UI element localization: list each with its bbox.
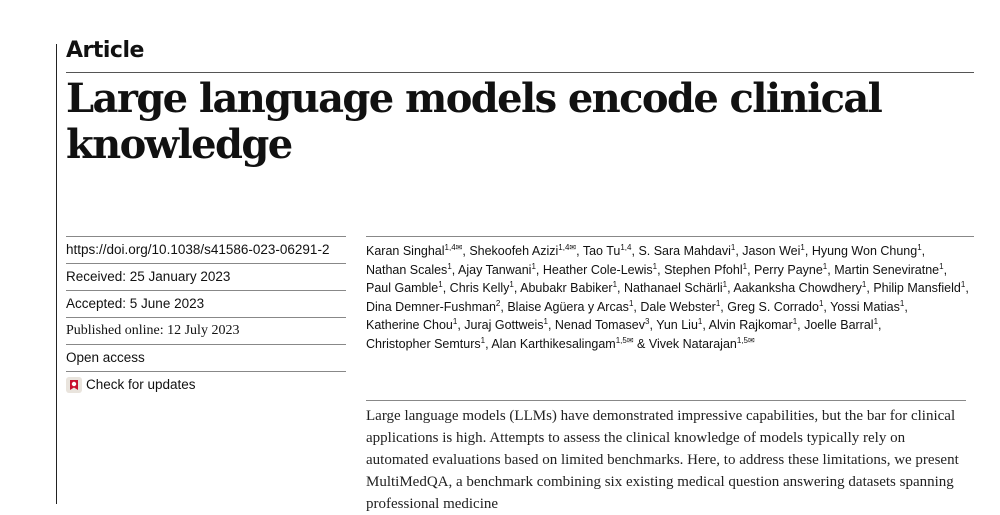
author-name-text: Yossi Matias bbox=[830, 299, 900, 314]
author-affiliation: 1,4✉ bbox=[558, 243, 577, 252]
author-affiliation: 1 bbox=[730, 243, 736, 252]
author-name-text: Hyung Won Chung bbox=[811, 244, 918, 258]
author-name[interactable] bbox=[507, 300, 633, 314]
author-name-text: Blaise Agüera y Arcas bbox=[507, 299, 629, 314]
author-name[interactable] bbox=[520, 281, 617, 295]
author-name[interactable] bbox=[727, 300, 823, 314]
author-name[interactable] bbox=[450, 281, 514, 295]
author-name[interactable] bbox=[469, 244, 576, 258]
author-affiliation: 1,5✉ bbox=[736, 335, 755, 345]
author-affiliation: 1 bbox=[742, 261, 748, 271]
author-name-text: S. Sara Mahdavi bbox=[638, 244, 731, 258]
author-name-text: Nenad Tomasev bbox=[554, 318, 645, 332]
author-name-text: Philip Mansfield bbox=[873, 281, 961, 295]
author-name[interactable] bbox=[366, 281, 443, 295]
author-name-text: Ajay Tanwani bbox=[458, 262, 532, 277]
article-meta bbox=[66, 236, 346, 398]
published-date: Published online: 12 July 2023 bbox=[66, 317, 346, 344]
author-name[interactable] bbox=[830, 300, 904, 314]
author-name-text: Karan Singhal bbox=[366, 244, 445, 258]
author-affiliation: 1,4 bbox=[620, 243, 632, 252]
header-rule bbox=[66, 72, 974, 73]
author-name-text: Aakanksha Chowdhery bbox=[733, 281, 862, 295]
section-label: Article bbox=[66, 38, 144, 63]
author-name-text: Dale Webster bbox=[640, 299, 716, 314]
author-affiliation: 2 bbox=[495, 298, 501, 308]
author-name[interactable] bbox=[366, 318, 457, 332]
author-affiliation: 1 bbox=[939, 261, 944, 271]
author-name[interactable] bbox=[624, 281, 727, 295]
abstract: Large language models (LLMs) have demonstrated impressive capabilities, but the bar for clinical applications is high. Attempts to assess the clinical knowledge of models typically rely on automated evaluations based on limited benchmarks. Here, to address these limitations, we present MultiMedQA, a benchmark combining six existing medical question answering datasets spanning professional medicine bbox=[366, 400, 966, 515]
check-for-updates-icon bbox=[66, 377, 82, 393]
author-name-text: Shekoofeh Azizi bbox=[469, 244, 559, 258]
author-name[interactable] bbox=[583, 244, 632, 258]
author-affiliation: 1 bbox=[652, 261, 658, 271]
author-affiliation: 1 bbox=[800, 243, 805, 252]
author-name[interactable] bbox=[555, 318, 650, 332]
author-name[interactable] bbox=[638, 244, 735, 258]
author-affiliation: 1 bbox=[873, 317, 879, 326]
author-affiliation: 1 bbox=[447, 261, 452, 271]
author-name[interactable] bbox=[873, 281, 965, 295]
author-affiliation: 1 bbox=[715, 298, 721, 308]
author-name[interactable] bbox=[733, 281, 866, 295]
author-name-text: Martin Seneviratne bbox=[834, 262, 940, 277]
author-name-text: Yun Liu bbox=[656, 318, 698, 332]
author-affiliation: 1 bbox=[899, 298, 905, 308]
author-affiliation: 1 bbox=[531, 261, 536, 271]
author-name-text: Dina Demner-Fushman bbox=[366, 299, 496, 314]
author-affiliation: 1 bbox=[509, 280, 514, 289]
author-affiliation: 1 bbox=[917, 243, 922, 252]
received-date: Received: 25 January 2023 bbox=[66, 263, 346, 290]
author-name[interactable] bbox=[366, 244, 462, 258]
author-affiliation: 1 bbox=[697, 317, 703, 326]
article-title: Large language models encode clinical knowledge bbox=[66, 75, 882, 168]
author-affiliation: 1 bbox=[792, 317, 798, 326]
author-affiliation: 1 bbox=[861, 280, 867, 289]
author-affiliation: 1 bbox=[480, 335, 486, 345]
check-for-updates-label: Check for updates bbox=[86, 377, 196, 392]
author-affiliation: 1 bbox=[612, 280, 618, 289]
author-name[interactable] bbox=[366, 300, 500, 314]
author-name[interactable] bbox=[834, 263, 943, 277]
author-name-text: Vivek Natarajan bbox=[648, 336, 737, 351]
check-for-updates-button[interactable] bbox=[66, 371, 346, 398]
author-name-text: Christopher Semturs bbox=[366, 336, 481, 351]
author-list: Karan Singhal$^{1,4✉}$, Shekoofeh Azizi$^{1,4✉}$, Tao Tu$^{1,4}$, S. Sara Mahdavi$^1$, Jason Wei$^1$, Hyung Won Chung$^1$, Nathan Scales$^1$, Ajay Tanwani$^1$, Heather Cole-Lewis$^1$, Stephen Pfohl$^1$, Perry Payne$^1$, Martin Seneviratne$^1$, Paul Gamble$^1$, Chris Kelly$^1$, Abubakr Babiker$^1$, Nathanael Schärli$^1$, Aakanksha Chowdhery$^1$, Philip Mansfield$^1$, Dina Demner-Fushman$^2$, Blaise Agüera y Arcas$^1$, Dale Webster$^1$, Greg S. Corrado$^1$, Yossi Matias$^1$, Katherine Chou$^1$, Juraj Gottweis$^1$, Nenad Tomasev$^3$, Yun Liu$^1$, Alvin Rajkomar$^1$, Joelle Barral$^1$, Christopher Semturs$^1$, Alan Karthikesalingam$^{1,5✉}$ & Vivek Natarajan$^{1,5✉}$ bbox=[366, 236, 974, 353]
author-name[interactable] bbox=[640, 300, 720, 314]
author-name-text: Alvin Rajkomar bbox=[708, 318, 793, 332]
author-affiliation: 1 bbox=[722, 280, 728, 289]
author-affiliation: 1 bbox=[960, 280, 966, 289]
author-name-text: Nathan Scales bbox=[366, 262, 448, 277]
author-affiliation: 1 bbox=[438, 280, 443, 289]
open-access-label: Open access bbox=[66, 344, 346, 371]
author-affiliation: 1,4✉ bbox=[444, 243, 463, 252]
author-name-text: Alan Karthikesalingam bbox=[491, 336, 616, 351]
author-name-text: Joelle Barral bbox=[804, 318, 874, 332]
author-name-text: Heather Cole-Lewis bbox=[542, 262, 653, 277]
author-name-text: Chris Kelly bbox=[449, 281, 510, 295]
author-affiliation: 1 bbox=[452, 317, 458, 326]
author-name-text: Greg S. Corrado bbox=[727, 299, 819, 314]
author-affiliation: 3 bbox=[645, 317, 650, 326]
author-name[interactable] bbox=[812, 244, 922, 258]
author-name[interactable] bbox=[464, 318, 548, 332]
author-name[interactable] bbox=[366, 337, 485, 351]
author-name-text: Nathanael Schärli bbox=[623, 281, 723, 295]
author-name-text: Stephen Pfohl bbox=[664, 262, 743, 277]
author-name[interactable] bbox=[491, 337, 633, 351]
author-name-text: Abubakr Babiker bbox=[520, 281, 613, 295]
author-name[interactable] bbox=[804, 318, 878, 332]
author-name[interactable] bbox=[709, 318, 798, 332]
author-name[interactable] bbox=[656, 318, 702, 332]
author-name[interactable] bbox=[649, 337, 755, 351]
author-name-text: Perry Payne bbox=[754, 262, 823, 277]
author-affiliation: 1,5✉ bbox=[615, 335, 634, 345]
author-affiliation: 1 bbox=[543, 317, 548, 326]
author-name[interactable] bbox=[458, 263, 536, 277]
author-affiliation: 1 bbox=[822, 261, 828, 271]
author-name-text: Jason Wei bbox=[742, 244, 801, 258]
author-name[interactable] bbox=[366, 263, 452, 277]
author-name[interactable] bbox=[543, 263, 657, 277]
author-separator: & bbox=[633, 336, 649, 351]
author-name[interactable] bbox=[664, 263, 747, 277]
accepted-date: Accepted: 5 June 2023 bbox=[66, 290, 346, 317]
author-name[interactable] bbox=[742, 244, 805, 258]
author-name-text: Katherine Chou bbox=[366, 318, 453, 332]
doi-link[interactable]: https://doi.org/10.1038/s41586-023-06291-2 bbox=[66, 236, 346, 263]
author-name[interactable] bbox=[754, 263, 827, 277]
author-name-text: Paul Gamble bbox=[366, 281, 439, 295]
author-name-text: Tao Tu bbox=[582, 244, 621, 258]
author-affiliation: 1 bbox=[628, 298, 634, 308]
author-name-text: Juraj Gottweis bbox=[464, 318, 544, 332]
author-affiliation: 1 bbox=[818, 298, 824, 308]
